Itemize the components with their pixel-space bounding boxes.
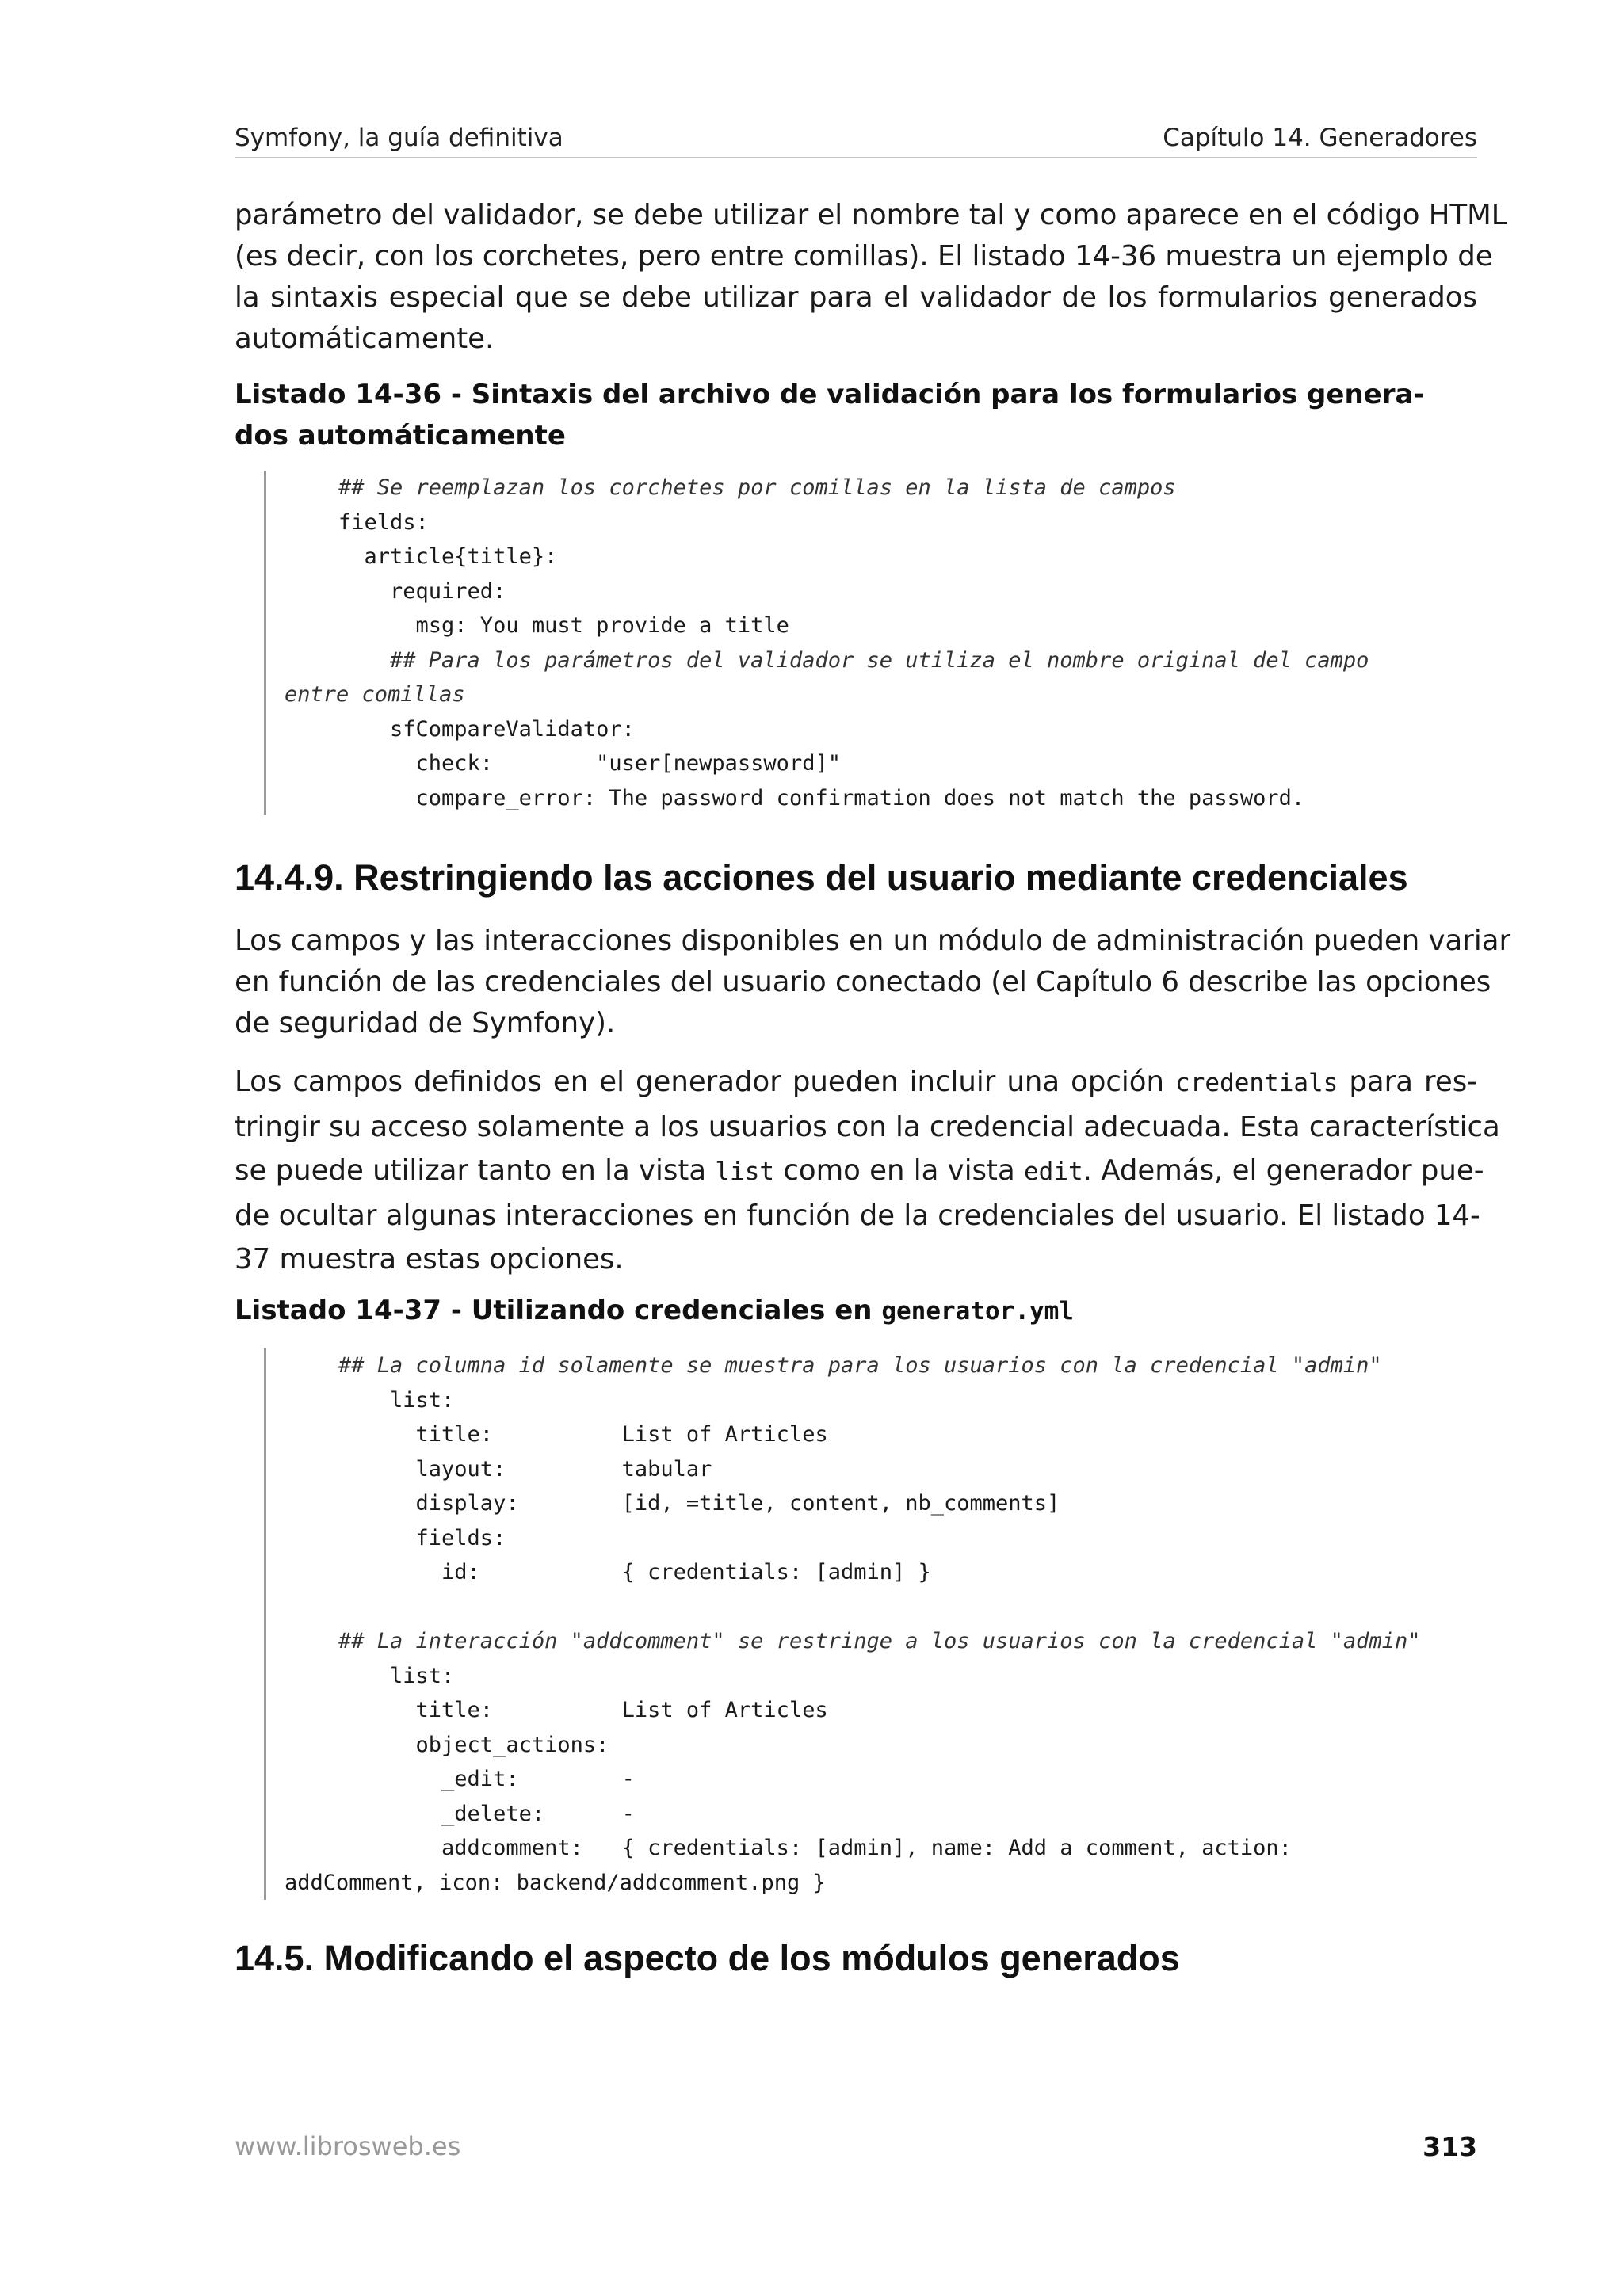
code-line: fields:	[338, 1525, 506, 1550]
text-line: la sintaxis especial que se debe utilizar para el validador de los formularios generados	[235, 281, 1477, 314]
text-line: de seguridad de Symfony).	[235, 1007, 616, 1039]
inline-code: credentials	[1175, 1069, 1338, 1097]
code-line: msg: You must provide a title	[338, 613, 789, 638]
code-listing-14-37	[264, 1348, 1487, 1900]
code-line: addcomment: { credentials: [admin], name: Add a comment, action:	[338, 1836, 1292, 1860]
footer-site-url: www.librosweb.es	[235, 2131, 461, 2161]
code-line: display: [id, =title, content, nb_comments]	[338, 1491, 1060, 1516]
code-line-wrap: addComment, icon: backend/addcomment.png }	[285, 1870, 826, 1895]
book-title: Symfony, la guía definitiva	[235, 124, 563, 152]
code-comment: ## La interacción "addcomment" se restringe a los usuarios con la credencial "admin"	[338, 1629, 1421, 1653]
section-heading-14-4-9: 14.4.9. Restringiendo las acciones del usuario mediante credenciales	[235, 857, 1408, 898]
code-line: list:	[338, 1663, 455, 1688]
code-listing-14-36	[264, 471, 1487, 815]
text-line: Los campos y las interacciones disponibles en un módulo de administración pueden variar	[235, 925, 1511, 957]
text-line: se puede utilizar tanto en la vista list como en la vista edit. Además, el generador pue-	[235, 1154, 1484, 1187]
code-blank-line	[266, 1590, 1487, 1625]
code-comment-wrap: entre comillas	[285, 682, 465, 707]
text-line: parámetro del validador, se debe utilizar el nombre tal y como aparece en el código HTML	[235, 199, 1507, 231]
inline-code: generator.yml	[881, 1297, 1074, 1325]
intro-paragraph	[235, 195, 1507, 360]
code-line: object_actions:	[338, 1732, 609, 1757]
listing-14-36-title	[235, 374, 1477, 456]
page-number: 313	[1423, 2131, 1477, 2162]
page-header	[235, 116, 1477, 158]
code-comment: ## La columna id solamente se muestra para los usuarios con la credencial "admin"	[338, 1353, 1382, 1378]
code-line: _edit: -	[338, 1767, 635, 1791]
code-line: list:	[338, 1387, 455, 1413]
code-line: layout: tabular	[338, 1456, 712, 1482]
section-heading-14-5: 14.5. Modificando el aspecto de los módulos generados	[235, 1938, 1180, 1978]
code-line: compare_error: The password confirmation does not match the password.	[338, 785, 1305, 810]
text-line: Los campos definidos en el generador pueden incluir una opción credentials para res-	[235, 1066, 1477, 1098]
text-line: (es decir, con los corchetes, pero entre comillas). El listado 14-36 muestra un ejemplo de	[235, 240, 1493, 273]
code-line: check: "user[newpassword]"	[338, 751, 841, 776]
text-line: en función de las credenciales del usuario conectado (el Capítulo 6 describe las opciones	[235, 966, 1491, 998]
code-line: id: { credentials: [admin] }	[338, 1560, 931, 1585]
code-line: required:	[338, 578, 506, 604]
section-paragraph-1	[235, 921, 1511, 1044]
code-line: _delete: -	[338, 1801, 635, 1826]
inline-code: list	[715, 1158, 775, 1186]
code-line: title: List of Articles	[338, 1698, 828, 1722]
code-line: fields:	[338, 509, 429, 535]
text-line: de ocultar algunas interacciones en función de la credenciales del usuario. El listado 14-	[235, 1199, 1480, 1232]
code-comment: ## Para los parámetros del validador se utiliza el nombre original del campo	[338, 647, 1369, 673]
text-line: automáticamente.	[235, 322, 495, 355]
listing-title-line: Listado 14-36 - Sintaxis del archivo de validación para los formularios genera-	[235, 379, 1425, 410]
code-line: sfCompareValidator:	[338, 716, 635, 742]
section-paragraph-2	[235, 1060, 1500, 1281]
inline-code: edit	[1024, 1158, 1083, 1186]
code-line: article{title}:	[338, 544, 558, 569]
text-line: tringir su acceso solamente a los usuarios con la credencial adecuada. Esta característica	[235, 1111, 1500, 1143]
chapter-title: Capítulo 14. Generadores	[1163, 124, 1477, 152]
listing-14-37-title: Listado 14-37 - Utilizando credenciales en generator.yml	[235, 1295, 1074, 1326]
listing-title-line: dos automáticamente	[235, 420, 566, 452]
text-line: 37 muestra estas opciones.	[235, 1243, 624, 1276]
code-line: title: List of Articles	[338, 1422, 828, 1447]
code-comment: ## Se reemplazan los corchetes por comillas en la lista de campos	[338, 475, 1176, 500]
